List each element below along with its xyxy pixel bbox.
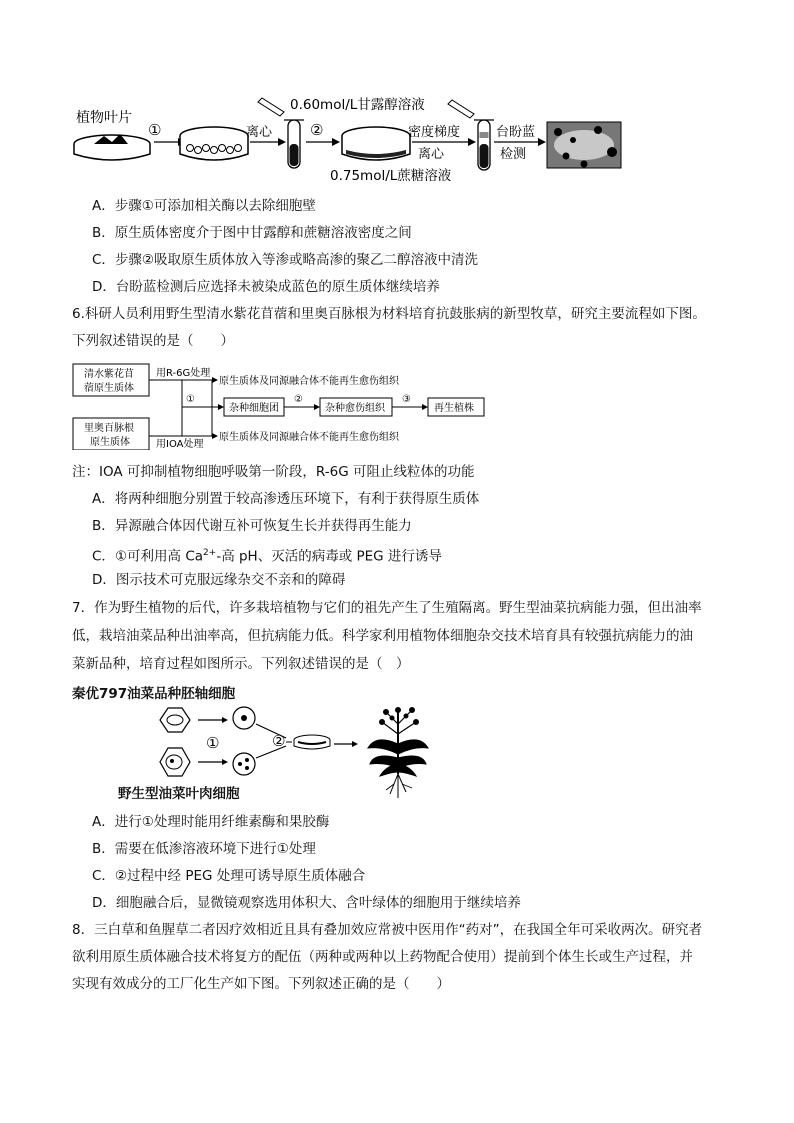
q7-stem-line2: 低，栽培油菜品种出油率高，但抗病能力低。科学家利用植物体细胞杂交技术培育具有较强抗病能力的油	[72, 628, 693, 644]
q8-stem-line3: 实现有效成分的工厂化生产如下图。下列叙述正确的是（ ）	[72, 976, 450, 992]
q7-figure-title: 秦优797油菜品种胚轴细胞	[72, 686, 236, 702]
density-label: 密度梯度	[408, 125, 461, 140]
q6-box-bottom-line1: 里奥百脉根	[84, 423, 134, 434]
sucrose-label: 0.75mol/L蔗糖溶液	[330, 168, 452, 184]
q7-figure-caption: 野生型油菜叶肉细胞	[118, 786, 240, 802]
q6-box-top-line2: 蓿原生质体	[84, 383, 134, 394]
q6-ioa-label: 用IOA处理	[156, 439, 204, 450]
trypan-label: 台盼蓝	[496, 125, 536, 140]
detect-label: 检测	[500, 147, 527, 162]
mannitol-label: 0.60mol/L甘露醇溶液	[290, 97, 425, 113]
q7-step1: ①	[206, 734, 220, 752]
q5-option-b: B．原生质体密度介于图中甘露醇和蔗糖溶液密度之间	[92, 225, 412, 241]
centrifuge2-label: 离心	[418, 147, 445, 162]
q6-option-c-step: ①	[114, 548, 128, 565]
q6-hybrid-callus: 杂种愈伤组织	[325, 403, 385, 414]
q6-option-c-text: 可利用高 Ca	[127, 548, 204, 565]
q6-hybrid-cell-mass: 杂种细胞团	[229, 403, 279, 414]
q6-flow-diagram	[72, 360, 492, 450]
rapeseed-plant-icon	[368, 708, 428, 799]
step1-label: ①	[148, 121, 162, 139]
q6-option-a: A．将两种细胞分别置于较高渗透压环境下，有利于获得原生质体	[92, 491, 480, 507]
q7-option-b: B．需要在低渗溶液环境下进行①处理	[92, 841, 316, 857]
q6-no-regen-bottom: 原生质体及同源融合体不能再生愈伤组织	[219, 432, 399, 443]
q7-option-c: C．②过程中经 PEG 处理可诱导原生质体融合	[92, 868, 366, 884]
q8-stem-line1: 8．三白草和鱼腥草二者因疗效相近且具有叠加效应常被中医用作“药对”，在我国全年可采收两次。研究者	[72, 922, 703, 938]
q6-stem-line2: 下列叙述错误的是（ ）	[72, 333, 234, 349]
q6-option-c-text-rest: -高 pH、灭活的病毒或 PEG 进行诱导	[216, 548, 442, 565]
q6-no-regen-top: 原生质体及同源融合体不能再生愈伤组织	[219, 376, 399, 387]
q7-step2: ②	[272, 732, 286, 750]
q5-option-a: A．步骤①可添加相关酶以去除细胞壁	[92, 198, 316, 214]
q7-stem-line3: 菜新品种，培育过程如图所示。下列叙述错误的是（ ）	[72, 656, 410, 672]
step2-label: ②	[310, 121, 324, 139]
q5-option-c: C．步骤②吸取原生质体放入等渗或略高渗的聚乙二醇溶液中清洗	[92, 252, 479, 268]
q6-regenerated-plant: 再生植株	[434, 403, 474, 414]
q6-note: 注：IOA 可抑制植物细胞呼吸第一阶段，R-6G 可阻止线粒体的功能	[72, 464, 475, 480]
q8-stem-line2: 欲利用原生质体融合技术将复方的配伍（两种或两种以上药物配合使用）提前到个体生长或生产过程，并	[72, 949, 693, 965]
centrifuge-label: 离心	[246, 125, 273, 140]
q6-option-c-prefix: C．	[92, 548, 115, 565]
leaf-label: 植物叶片	[76, 110, 132, 126]
q6-option-d: D．图示技术可克服远缘杂交不亲和的障碍	[92, 572, 346, 588]
q6-step3: ③	[402, 394, 411, 405]
q7-option-a: A．进行①处理时能用纤维素酶和果胶酶	[92, 814, 330, 830]
q6-step2: ②	[294, 394, 303, 405]
protoplast-isolation-figure	[70, 92, 630, 184]
q6-option-b: B．异源融合体因代谢互补可恢复生长并获得再生能力	[92, 518, 412, 534]
q6-option-c-superscript: 2+	[203, 548, 217, 558]
q7-stem-line1: 7．作为野生植物的后代，许多栽培植物与它们的祖先产生了生殖隔离。野生型油菜抗病能力强，但出油率	[72, 600, 702, 616]
q6-step1: ①	[186, 394, 195, 405]
q6-stem-line1: 6.科研人员利用野生型清水紫花苜蓿和里奥百脉根为材料培育抗鼓胀病的新型牧草，研究主要流程如下图。	[72, 306, 706, 322]
q6-option-c	[92, 543, 442, 567]
q7-option-d: D．细胞融合后，显微镜观察选用体积大、含叶绿体的细胞用于继续培养	[92, 895, 521, 911]
q6-box-bottom-line2: 原生质体	[90, 437, 130, 448]
q5-option-d: D．台盼蓝检测后应选择未被染成蓝色的原生质体继续培养	[92, 279, 440, 295]
q6-box-top-line1: 清水紫花苜	[84, 369, 134, 380]
q6-r6g-label: 用R-6G处理	[156, 368, 211, 379]
